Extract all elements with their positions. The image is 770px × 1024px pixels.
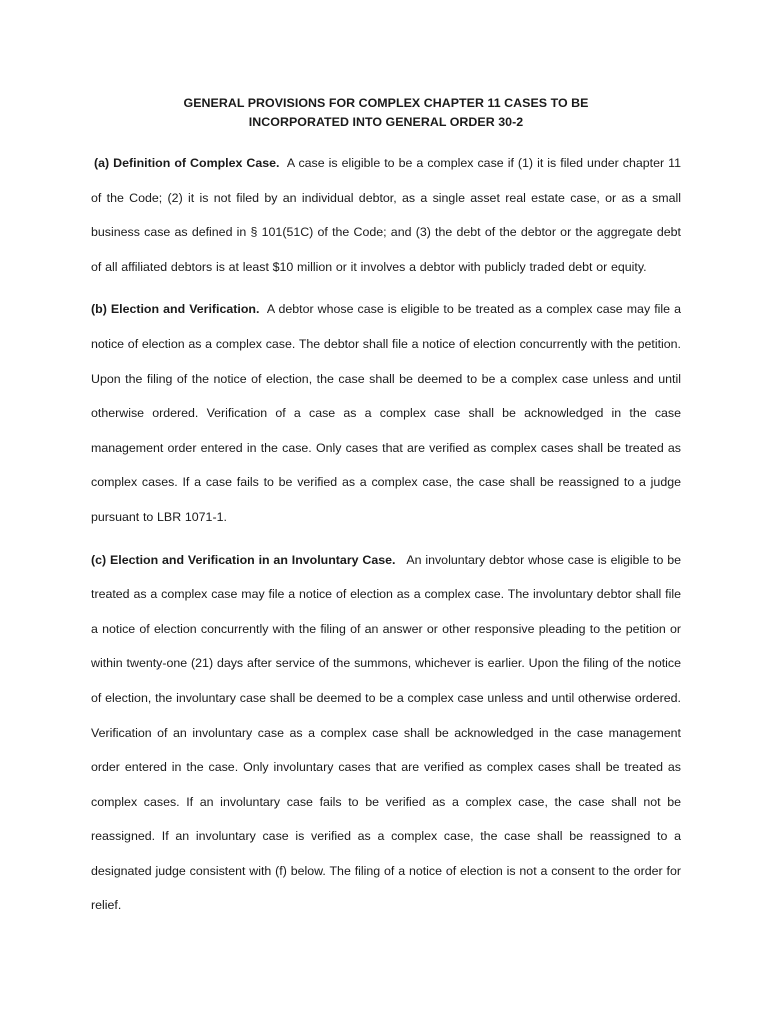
section-b	[91, 292, 681, 534]
section-a-heading: (a) Definition of Complex Case.	[94, 156, 280, 170]
section-c	[91, 543, 681, 924]
section-c-body: An involuntary debtor whose case is eligible to be treated as a complex case may file a notice of election as a complex case. The involuntary debtor shall file a notice of election concurrently with the filing of an answer or other responsive pleading to the petition or within twenty-one (21) days after service of the summons, whichever is earlier. Upon the filing of the notice of election, the involuntary case shall be deemed to be a complex case unless and until otherwise ordered. Verification of an involuntary case as a complex case shall be acknowledged in the case management order entered in the case. Only involuntary cases that are verified as complex cases shall be treated as complex cases. If an involuntary case fails to be verified as a complex case, the case shall not be reassigned. If an involuntary case is verified as a complex case, the case shall be reassigned to a designated judge consistent with (f) below. The filing of a notice of election is not a consent to the order for relief.	[91, 552, 681, 913]
section-a-body: A case is eligible to be a complex case if (1) it is filed under chapter 11 of the Code; (2) it is not filed by an individual debtor, as a single asset real estate case, or as a small business case as defined in § 101(51C) of the Code; and (3) the debt of the debtor or the aggregate debt of all affiliated debtors is at least $10 million or it involves a debtor with publicly traded debt or equity.	[91, 156, 681, 274]
section-c-heading: (c) Election and Verification in an Involuntary Case.	[91, 552, 396, 567]
section-b-body: A debtor whose case is eligible to be treated as a complex case may file a notice of election as a complex case. The debtor shall file a notice of election concurrently with the petition. Upon the filing of the notice of election, the case shall be deemed to be a complex case unless and until otherwise ordered. Verification of a case as a complex case shall be acknowledged in the case management order entered in the case. Only cases that are verified as complex cases shall be treated as complex cases. If a case fails to be verified as a complex case, the case shall be reassigned to a judge pursuant to LBR 1071-1.	[91, 302, 681, 524]
section-a	[91, 146, 681, 284]
title-line-2: INCORPORATED INTO GENERAL ORDER 30-2	[248, 115, 524, 129]
document-page	[91, 94, 681, 931]
title-line-1: GENERAL PROVISIONS FOR COMPLEX CHAPTER 11 CASES TO BE	[183, 96, 589, 110]
section-b-heading: (b) Election and Verification.	[91, 302, 260, 317]
document-title	[91, 94, 681, 132]
